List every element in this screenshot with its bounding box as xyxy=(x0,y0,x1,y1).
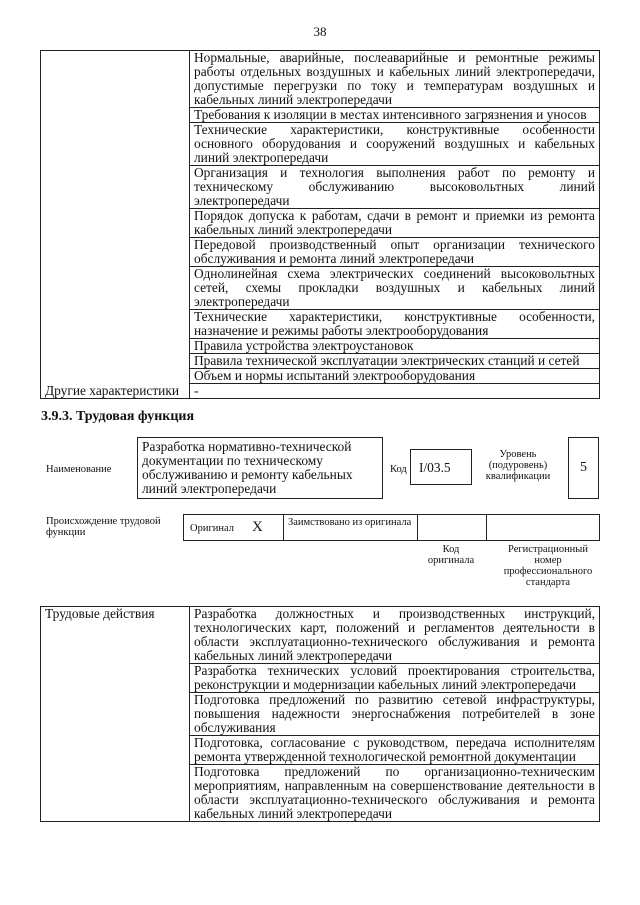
name-label: Наименование xyxy=(46,464,112,475)
origin-divider xyxy=(283,514,284,541)
actions-table xyxy=(40,606,600,822)
registration-number-caption: Регистрационный номер профессионального стандарта xyxy=(503,544,593,588)
code-label: Код xyxy=(390,464,407,475)
knowledge-row: Организация и технология выполнения работ по ремонту и техническому обслуживанию высоковольтных линий электропередачи xyxy=(190,166,600,209)
function-name-box: Разработка нормативно-технической документации по техническому обслуживанию и ремонту кабельных линий электропередачи xyxy=(137,437,383,499)
action-row: Разработка технических условий проектирования строительства, реконструкции и модернизации кабельных линий электропередачи xyxy=(190,664,600,693)
knowledge-row: Правила технической эксплуатации электрических станций и сетей xyxy=(190,354,600,369)
left-cell xyxy=(41,369,190,384)
knowledge-row: Правила устройства электроустановок xyxy=(190,339,600,354)
original-label: Оригинал xyxy=(190,523,234,534)
left-cell xyxy=(41,354,190,369)
level-value-box: 5 xyxy=(568,437,599,499)
actions-label: Трудовые действия xyxy=(41,607,190,822)
other-characteristics-value: - xyxy=(190,384,600,399)
left-cell xyxy=(41,310,190,339)
left-cell xyxy=(41,108,190,123)
origin-divider xyxy=(486,514,487,541)
left-cell xyxy=(41,51,190,108)
knowledge-row: Порядок допуска к работам, сдачи в ремонт и приемки из ремонта кабельных линий электропередачи xyxy=(190,209,600,238)
code-value-box: I/03.5 xyxy=(410,449,472,485)
origin-divider xyxy=(417,514,418,541)
left-cell xyxy=(41,339,190,354)
knowledge-row: Нормальные, аварийные, послеаварийные и ремонтные режимы работы отдельных воздушных и кабельных линий электропередачи, допустимые перегрузки по току и температурам воздушных и кабельных линий электропередачи xyxy=(190,51,600,108)
left-cell xyxy=(41,238,190,267)
other-characteristics-label: Другие характеристики xyxy=(41,384,190,399)
origin-label: Происхождение трудовой функции xyxy=(46,516,161,538)
action-row: Разработка должностных и производственных инструкций, технологических карт, положений и регламентов деятельности в области эксплуатационно-технического обслуживания и ремонта кабельных линий электропередачи xyxy=(190,607,600,664)
action-row: Подготовка, согласование с руководством, передача исполнителям ремонта утвержденной технологической ремонтной документации xyxy=(190,736,600,765)
code-original-caption: Код оригинала xyxy=(427,544,475,566)
left-cell xyxy=(41,209,190,238)
knowledge-row: Передовой производственный опыт организации технического обслуживания и ремонта линий электропередачи xyxy=(190,238,600,267)
borrowed-label: Заимствовано из оригинала xyxy=(288,517,412,528)
original-mark: X xyxy=(252,519,263,535)
knowledge-row: Требования к изоляции в местах интенсивного загрязнения и уносов xyxy=(190,108,600,123)
section-title: 3.9.3. Трудовая функция xyxy=(41,409,195,424)
level-label: Уровень (подуровень) квалификации xyxy=(485,449,551,482)
left-cell xyxy=(41,123,190,166)
action-row: Подготовка предложений по развитию сетевой инфраструктуры, повышения надежности энергоснабжения потребителей в зоне обслуживания xyxy=(190,693,600,736)
knowledge-row: Технические характеристики, конструктивные особенности основного оборудования и сооружений воздушных и кабельных линий электропередачи xyxy=(190,123,600,166)
knowledge-row: Однолинейная схема электрических соединений высоковольтных сетей, схемы прокладки воздушных и кабельных линий электропередачи xyxy=(190,267,600,310)
action-row: Подготовка предложений по организационно-техническим мероприятиям, направленным на совершенствование деятельности в области эксплуатационно-технического обслуживания и ремонта кабельных линий электропередачи xyxy=(190,765,600,822)
page-number: 38 xyxy=(313,24,327,39)
knowledge-row: Объем и нормы испытаний электрооборудования xyxy=(190,369,600,384)
knowledge-row: Технические характеристики, конструктивные особенности, назначение и режимы работы электрооборудования xyxy=(190,310,600,339)
left-cell xyxy=(41,166,190,209)
knowledge-table xyxy=(40,50,600,399)
left-cell xyxy=(41,267,190,310)
